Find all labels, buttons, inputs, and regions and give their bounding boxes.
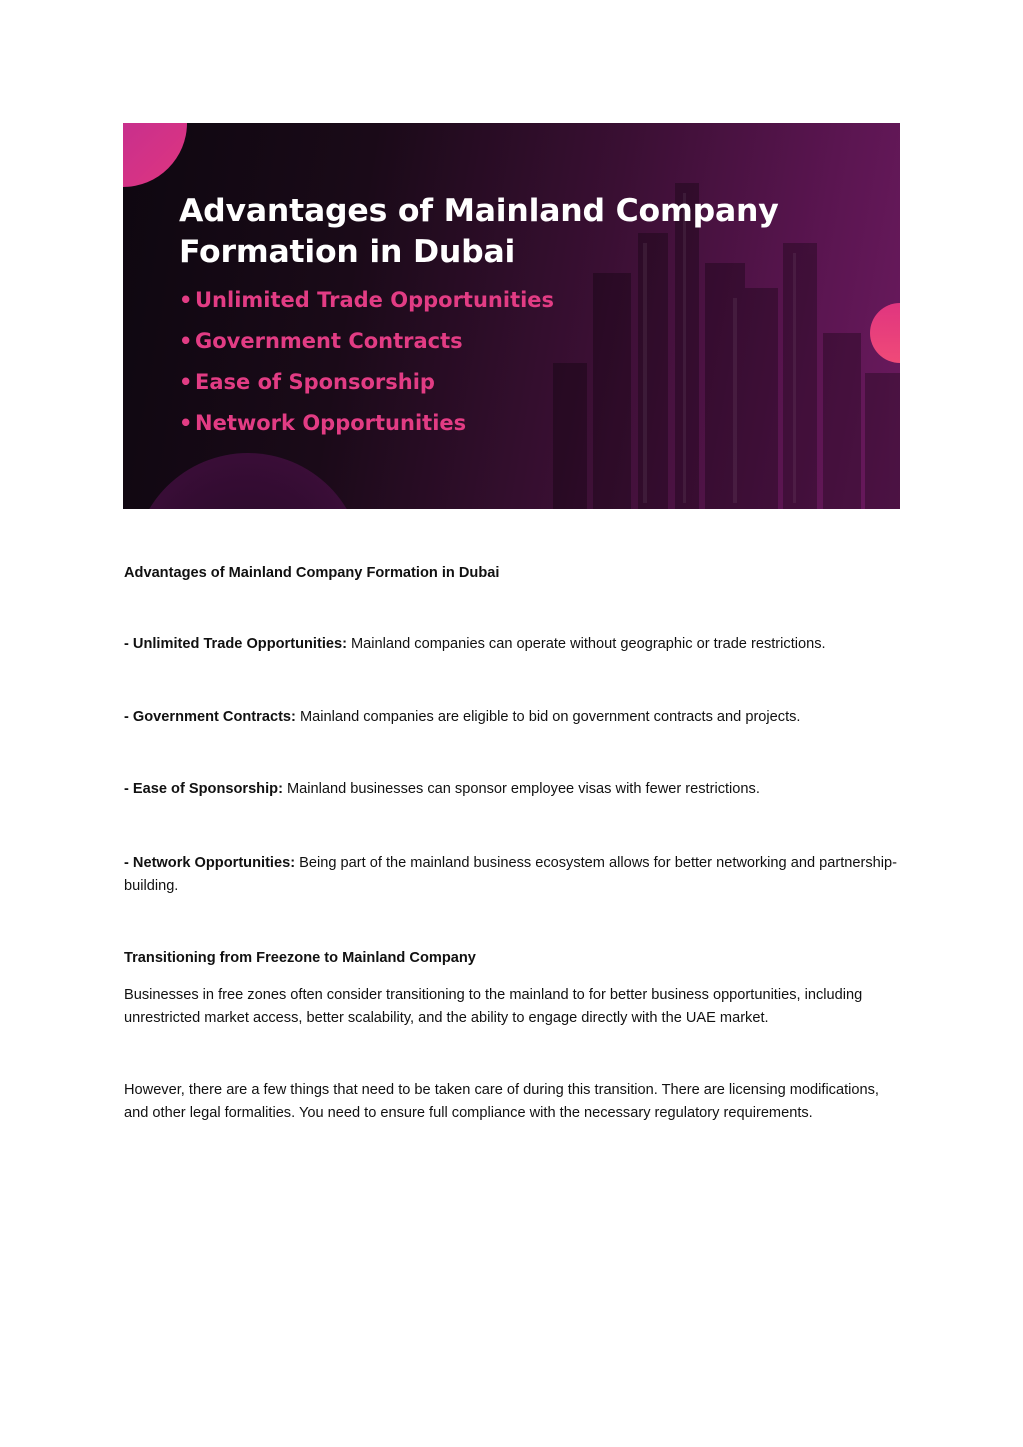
banner-list-item-label: Network Opportunities [195,411,467,435]
bullet-icon: • [179,411,193,435]
banner-list-item [179,403,554,444]
point-label: - Network Opportunities: [124,855,296,871]
banner-list-item [179,280,554,321]
advantage-point [124,852,902,898]
advantage-point [124,706,902,729]
point-label: - Government Contracts: [124,709,296,725]
section-heading: Advantages of Mainland Company Formation in Dubai [124,565,500,581]
bullet-icon: • [179,329,193,353]
point-label: - Ease of Sponsorship: [124,781,283,797]
bullet-icon: • [179,370,193,394]
point-text: Mainland businesses can sponsor employee visas with fewer restrictions. [282,781,760,797]
advantage-point [124,778,902,801]
banner-list [179,280,554,444]
banner-list-item [179,362,554,403]
banner-list-item-label: Ease of Sponsorship [195,370,435,394]
banner-list-item [179,321,554,362]
section-heading: Transitioning from Freezone to Mainland Company [124,950,476,966]
body-paragraph: However, there are a few things that need to be taken care of during this transition. There are licensing modifications, and other legal formalities. You need to ensure full compliance with the necessary regulatory requirements. [124,1082,879,1121]
hero-banner [123,123,900,509]
banner-title: Advantages of Mainland Company Formation in Dubai [179,193,779,270]
point-text: Being part of the mainland business ecosystem allows for better networking and partnership-building. [124,855,897,894]
bullet-icon: • [179,288,193,312]
banner-list-item-label: Unlimited Trade Opportunities [195,288,555,312]
body-paragraph: Businesses in free zones often consider transitioning to the mainland to for better business opportunities, including unrestricted market access, better scalability, and the ability to engage directly with the UAE market. [124,987,863,1026]
advantage-point [124,633,902,656]
point-text: Mainland companies are eligible to bid on government contracts and projects. [295,709,801,725]
point-label: - Unlimited Trade Opportunities: [124,636,347,652]
point-text: Mainland companies can operate without geographic or trade restrictions. [346,636,826,652]
banner-list-item-label: Government Contracts [195,329,463,353]
